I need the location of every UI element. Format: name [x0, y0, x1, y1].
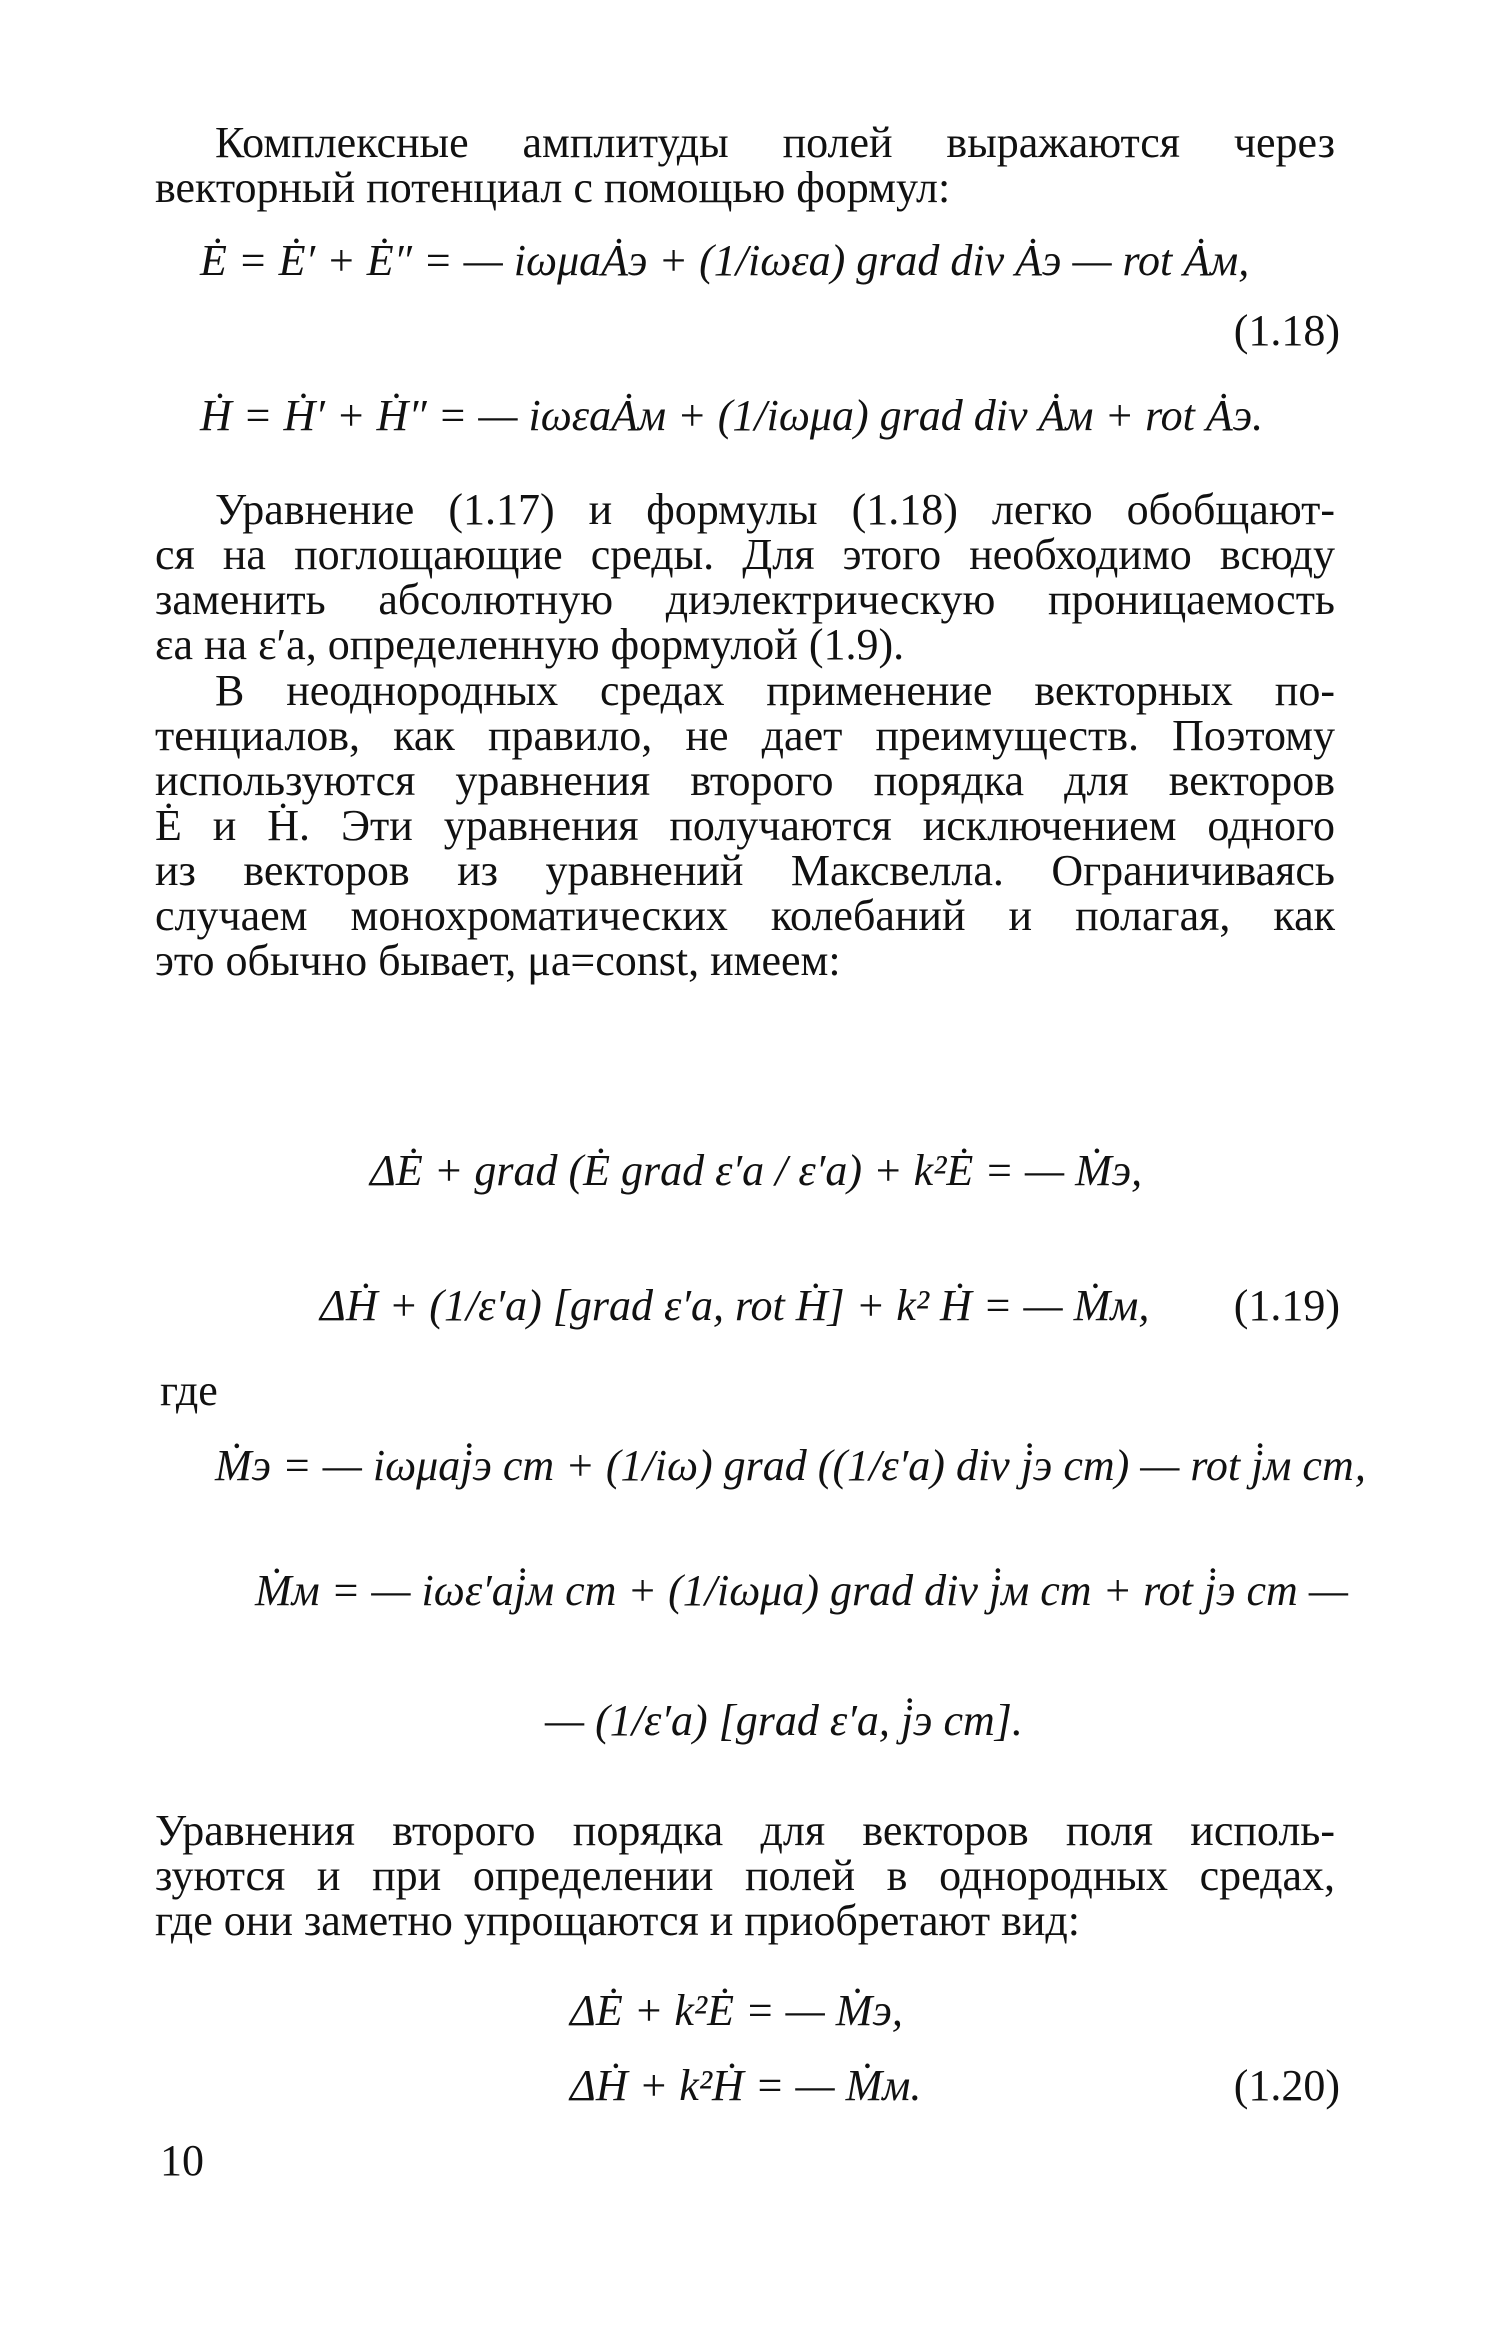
text-line: где они заметно упрощаются и приобретают вид: [155, 1896, 1081, 1945]
word-where: где [160, 1366, 218, 1415]
text-line: это обычно бывает, μa=const, имеем: [155, 936, 841, 985]
equation-1-20-a: ΔĖ + k²Ė = — Ṁэ, [570, 1986, 903, 2035]
text-line: используются уравнения второго порядка для векторов [155, 756, 1335, 805]
text-line: εa на ε′a, определенную формулой (1.9). [155, 620, 905, 669]
text-line: Комплексные амплитуды полей выражаются через [215, 118, 1335, 167]
page-number: 10 [160, 2136, 204, 2185]
text-line: Ė и Ḣ. Эти уравнения получаются исключением одного [155, 801, 1335, 850]
equation-number-1-18: (1.18) [1233, 306, 1340, 355]
text-line: случаем монохроматических колебаний и полагая, как [155, 891, 1335, 940]
text-line: Уравнение (1.17) и формулы (1.18) легко обобщают- [215, 485, 1335, 534]
text-line: векторный потенциал с помощью формул: [155, 163, 951, 212]
paragraph-absorbing-media [155, 487, 1335, 667]
text-line: ся на поглощающие среды. Для этого необходимо всюду [155, 530, 1335, 579]
text-line: Уравнения второго порядка для векторов поля исполь- [155, 1806, 1335, 1855]
equation-1-19-b: ΔḢ + (1/ε′a) [grad ε′a, rot Ḣ] + k² Ḣ = — Ṁм, [320, 1281, 1150, 1330]
equation-m-m: Ṁм = — iωε′aj̇м ст + (1/iωμa) grad div j̇м ст + rot j̇э ст — [255, 1566, 1348, 1615]
text-line: зуются и при определении полей в однородных средах, [155, 1851, 1335, 1900]
text-line: заменить абсолютную диэлектрическую проницаемость [155, 575, 1335, 624]
text-line: из векторов из уравнений Максвелла. Ограничиваясь [155, 846, 1335, 895]
paragraph-homogeneous-media [155, 1808, 1335, 1943]
equation-number-1-19: (1.19) [1233, 1281, 1340, 1330]
paragraph-intro [155, 120, 1335, 210]
equation-m-m-continued: — (1/ε′a) [grad ε′a, j̇э ст]. [545, 1696, 1023, 1745]
paragraph-inhomogeneous-media [155, 668, 1335, 983]
equation-1-18-a: Ė = Ė′ + Ė″ = — iωμaȦэ + (1/iωεa) grad div Ȧэ — rot Ȧм, [200, 236, 1250, 285]
equation-1-18-b: Ḣ = Ḣ′ + Ḣ″ = — iωεaȦм + (1/iωμa) grad div Ȧм + rot Ȧэ. [200, 391, 1264, 440]
text-line: В неоднородных средах применение векторных по- [215, 666, 1335, 715]
equation-1-20-b: ΔḢ + k²Ḣ = — Ṁм. [570, 2061, 922, 2110]
equation-1-19-a: ΔĖ + grad (Ė grad ε′a / ε′a) + k²Ė = — Ṁэ, [370, 1146, 1143, 1195]
equation-number-1-20: (1.20) [1233, 2061, 1340, 2110]
equation-m-e: Ṁэ = — iωμaj̇э ст + (1/iω) grad ((1/ε′a) div j̇э ст) — rot j̇м ст, [215, 1441, 1366, 1490]
text-line: тенциалов, как правило, не дает преимуществ. Поэтому [155, 711, 1335, 760]
